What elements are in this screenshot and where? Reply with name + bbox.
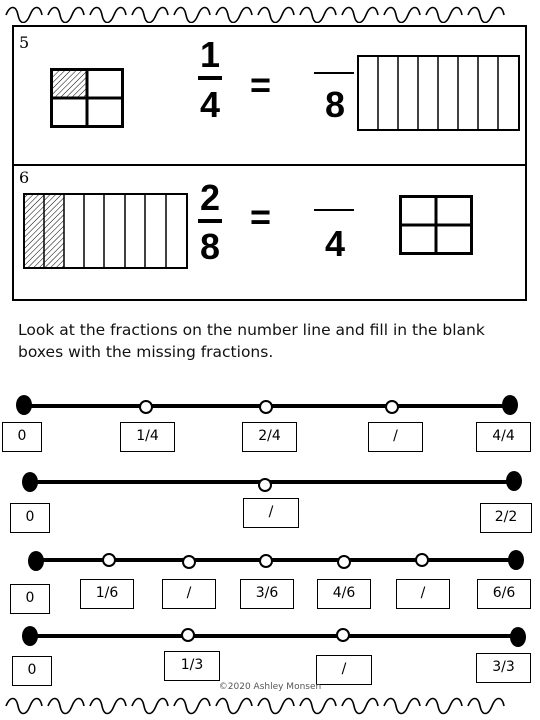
strip-model-eighths (357, 55, 520, 131)
given-numerator: 2 (199, 177, 221, 218)
blank-numerator-line (314, 72, 354, 74)
number-line-halves (0, 468, 540, 496)
number-line-fourths (0, 392, 540, 420)
equals-sign: = (250, 64, 272, 105)
number-line-label: 0 (10, 503, 50, 533)
square-model-fourths (399, 195, 473, 255)
number-line-blank[interactable]: / (368, 422, 423, 452)
number-line-blank[interactable]: / (162, 579, 216, 609)
equals-sign: = (250, 196, 272, 237)
number-line-label: 3/6 (240, 579, 294, 609)
copyright-text: ©2020 Ashley Monsen (218, 682, 322, 692)
number-line-label: 3/3 (476, 653, 531, 683)
number-line-blank[interactable]: / (396, 579, 450, 609)
number-line-label: 2/2 (480, 503, 532, 533)
number-line-label: 1/3 (164, 651, 220, 681)
number-line-sixths (0, 548, 540, 574)
number-line-label: 4/6 (317, 579, 371, 609)
number-line-label: 2/4 (242, 422, 297, 452)
square-model-fourths-one-shaded (50, 68, 124, 128)
problems-box (12, 25, 527, 301)
number-line-label: 4/4 (476, 422, 531, 452)
given-denominator: 8 (199, 226, 221, 267)
fraction-bar (198, 76, 222, 80)
problem-number: 6 (19, 168, 30, 187)
number-line-thirds (0, 624, 540, 650)
target-denominator: 8 (324, 84, 346, 125)
top-border-decoration (0, 3, 540, 23)
fraction-bar (198, 219, 222, 223)
number-line-blank[interactable]: / (316, 655, 372, 685)
number-line-blank[interactable]: / (243, 498, 299, 528)
bottom-border-decoration (0, 696, 540, 716)
given-numerator: 1 (199, 34, 221, 75)
number-line-label: 6/6 (477, 579, 531, 609)
number-line-label: 1/4 (120, 422, 175, 452)
problem-divider (14, 164, 525, 166)
problem-number: 5 (19, 33, 30, 52)
number-line-label: 0 (2, 422, 42, 452)
target-denominator: 4 (324, 223, 346, 264)
number-line-label: 1/6 (80, 579, 134, 609)
blank-numerator-line (314, 209, 354, 211)
given-denominator: 4 (199, 84, 221, 125)
strip-model-eighths-two-shaded (23, 193, 188, 269)
number-line-label: 0 (10, 584, 50, 614)
number-line-label: 0 (12, 656, 52, 686)
instructions-text: Look at the fractions on the number line and fill in the blank boxes with the missing fractions. (18, 321, 485, 361)
